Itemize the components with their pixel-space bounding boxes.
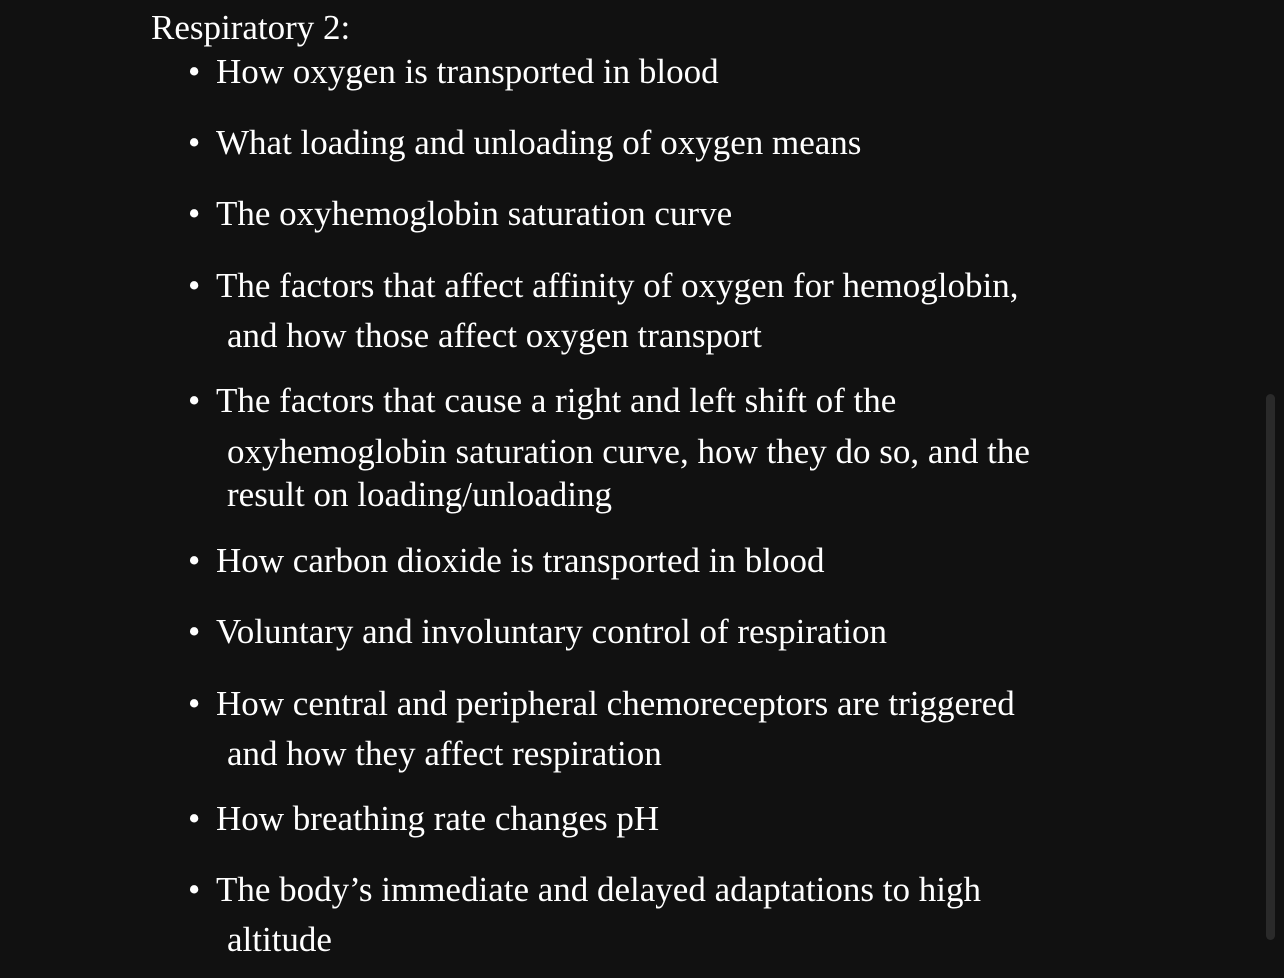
- list-item-text-continued: altitude: [227, 920, 332, 959]
- list-item-text-continued: oxyhemoglobin saturation curve, how they do so, and the: [227, 432, 1030, 471]
- bullet-icon: •: [188, 123, 201, 162]
- list-item-text: How breathing rate changes pH: [216, 799, 660, 838]
- bullet-icon: •: [188, 194, 201, 233]
- list-item-text-continued: and how they affect respiration: [227, 734, 662, 773]
- list-item-text: How central and peripheral chemoreceptors are triggered: [216, 684, 1015, 723]
- list-item-text: What loading and unloading of oxygen means: [216, 123, 862, 162]
- bullet-icon: •: [188, 684, 201, 723]
- list-item-text: The factors that affect affinity of oxygen for hemoglobin,: [216, 266, 1019, 305]
- bullet-icon: •: [188, 799, 201, 838]
- list-item-text: How oxygen is transported in blood: [216, 52, 719, 91]
- bullet-icon: •: [188, 612, 201, 651]
- list-item-text-continued: and how those affect oxygen transport: [227, 316, 762, 355]
- bullet-icon: •: [188, 870, 201, 909]
- bullet-icon: •: [188, 381, 201, 420]
- vertical-scrollbar[interactable]: [1266, 394, 1275, 940]
- list-item-text: The body’s immediate and delayed adaptations to high: [216, 870, 981, 909]
- bullet-icon: •: [188, 541, 201, 580]
- list-item-text: The factors that cause a right and left shift of the: [216, 381, 897, 420]
- list-item-text: The oxyhemoglobin saturation curve: [216, 194, 733, 233]
- bullet-icon: •: [188, 52, 201, 91]
- list-item-text: Voluntary and involuntary control of respiration: [216, 612, 888, 651]
- list-item-text-continued: result on loading/unloading: [227, 475, 612, 514]
- bullet-icon: •: [188, 266, 201, 305]
- page-title: Respiratory 2:: [151, 8, 351, 47]
- list-item-text: How carbon dioxide is transported in blood: [216, 541, 825, 580]
